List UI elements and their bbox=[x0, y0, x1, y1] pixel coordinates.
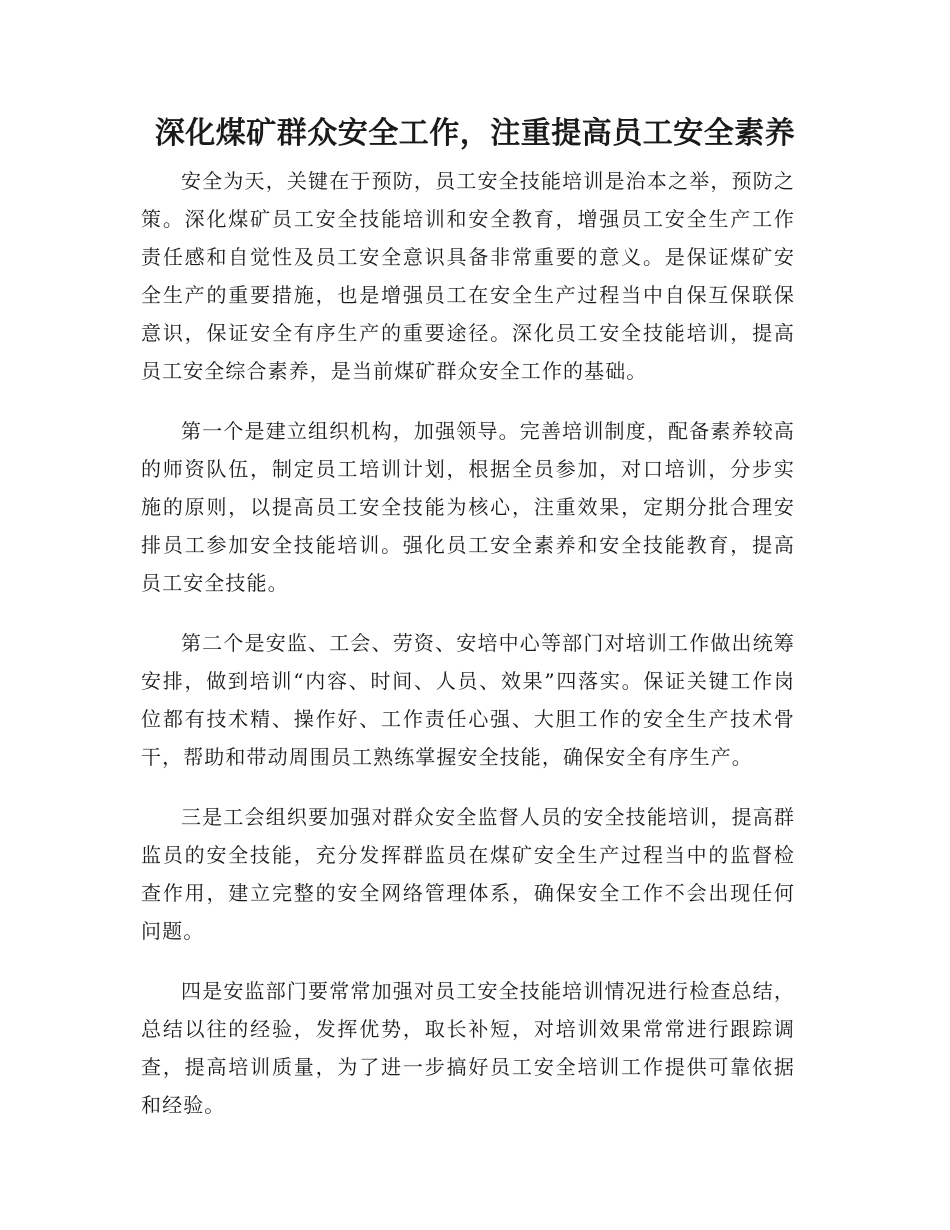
document-title: 深化煤矿群众安全工作，注重提高员工安全素养 bbox=[154, 116, 796, 151]
paragraph-intro: 安全为天，关键在于预防，员工安全技能培训是治本之举，预防之策。深化煤矿员工安全技能培训和安全教育，增强员工安全生产工作责任感和自觉性及员工安全意识具备非常重要的意义。是保证煤矿安全生产的重要措施，也是增强员工在安全生产过程当中自保互保联保意识，保证安全有序生产的重要途径。深化员工安全技能培训，提高员工安全综合素养，是当前煤矿群众安全工作的基础。 bbox=[141, 169, 795, 383]
document-body bbox=[141, 162, 795, 1146]
paragraph-point-3: 三是工会组织要加强对群众安全监督人员的安全技能培训，提高群监员的安全技能，充分发挥群监员在煤矿安全生产过程当中的监督检查作用，建立完整的安全网络管理体系，确保安全工作不会出现任何问题。 bbox=[141, 805, 795, 943]
paragraph-point-4: 四是安监部门要常常加强对员工安全技能培训情况进行检查总结，总结以往的经验，发挥优势，取长补短，对培训效果常常进行跟踪调查，提高培训质量，为了进一步搞好员工安全培训工作提供可靠依据和经验。 bbox=[141, 979, 795, 1117]
paragraph-point-1: 第一个是建立组织机构，加强领导。完善培训制度，配备素养较高的师资队伍，制定员工培训计划，根据全员参加，对口培训，分步实施的原则，以提高员工安全技能为核心，注重效果，定期分批合理安排员工参加安全技能培训。强化员工安全素养和安全技能教育，提高员工安全技能。 bbox=[141, 419, 795, 595]
paragraph-point-2: 第二个是安监、工会、劳资、安培中心等部门对培训工作做出统筹安排，做到培训“内容、时间、人员、效果”四落实。保证关键工作岗位都有技术精、操作好、工作责任心强、大胆工作的安全生产技术骨干，帮助和带动周围员工熟练掌握安全技能，确保安全有序生产。 bbox=[141, 631, 795, 769]
